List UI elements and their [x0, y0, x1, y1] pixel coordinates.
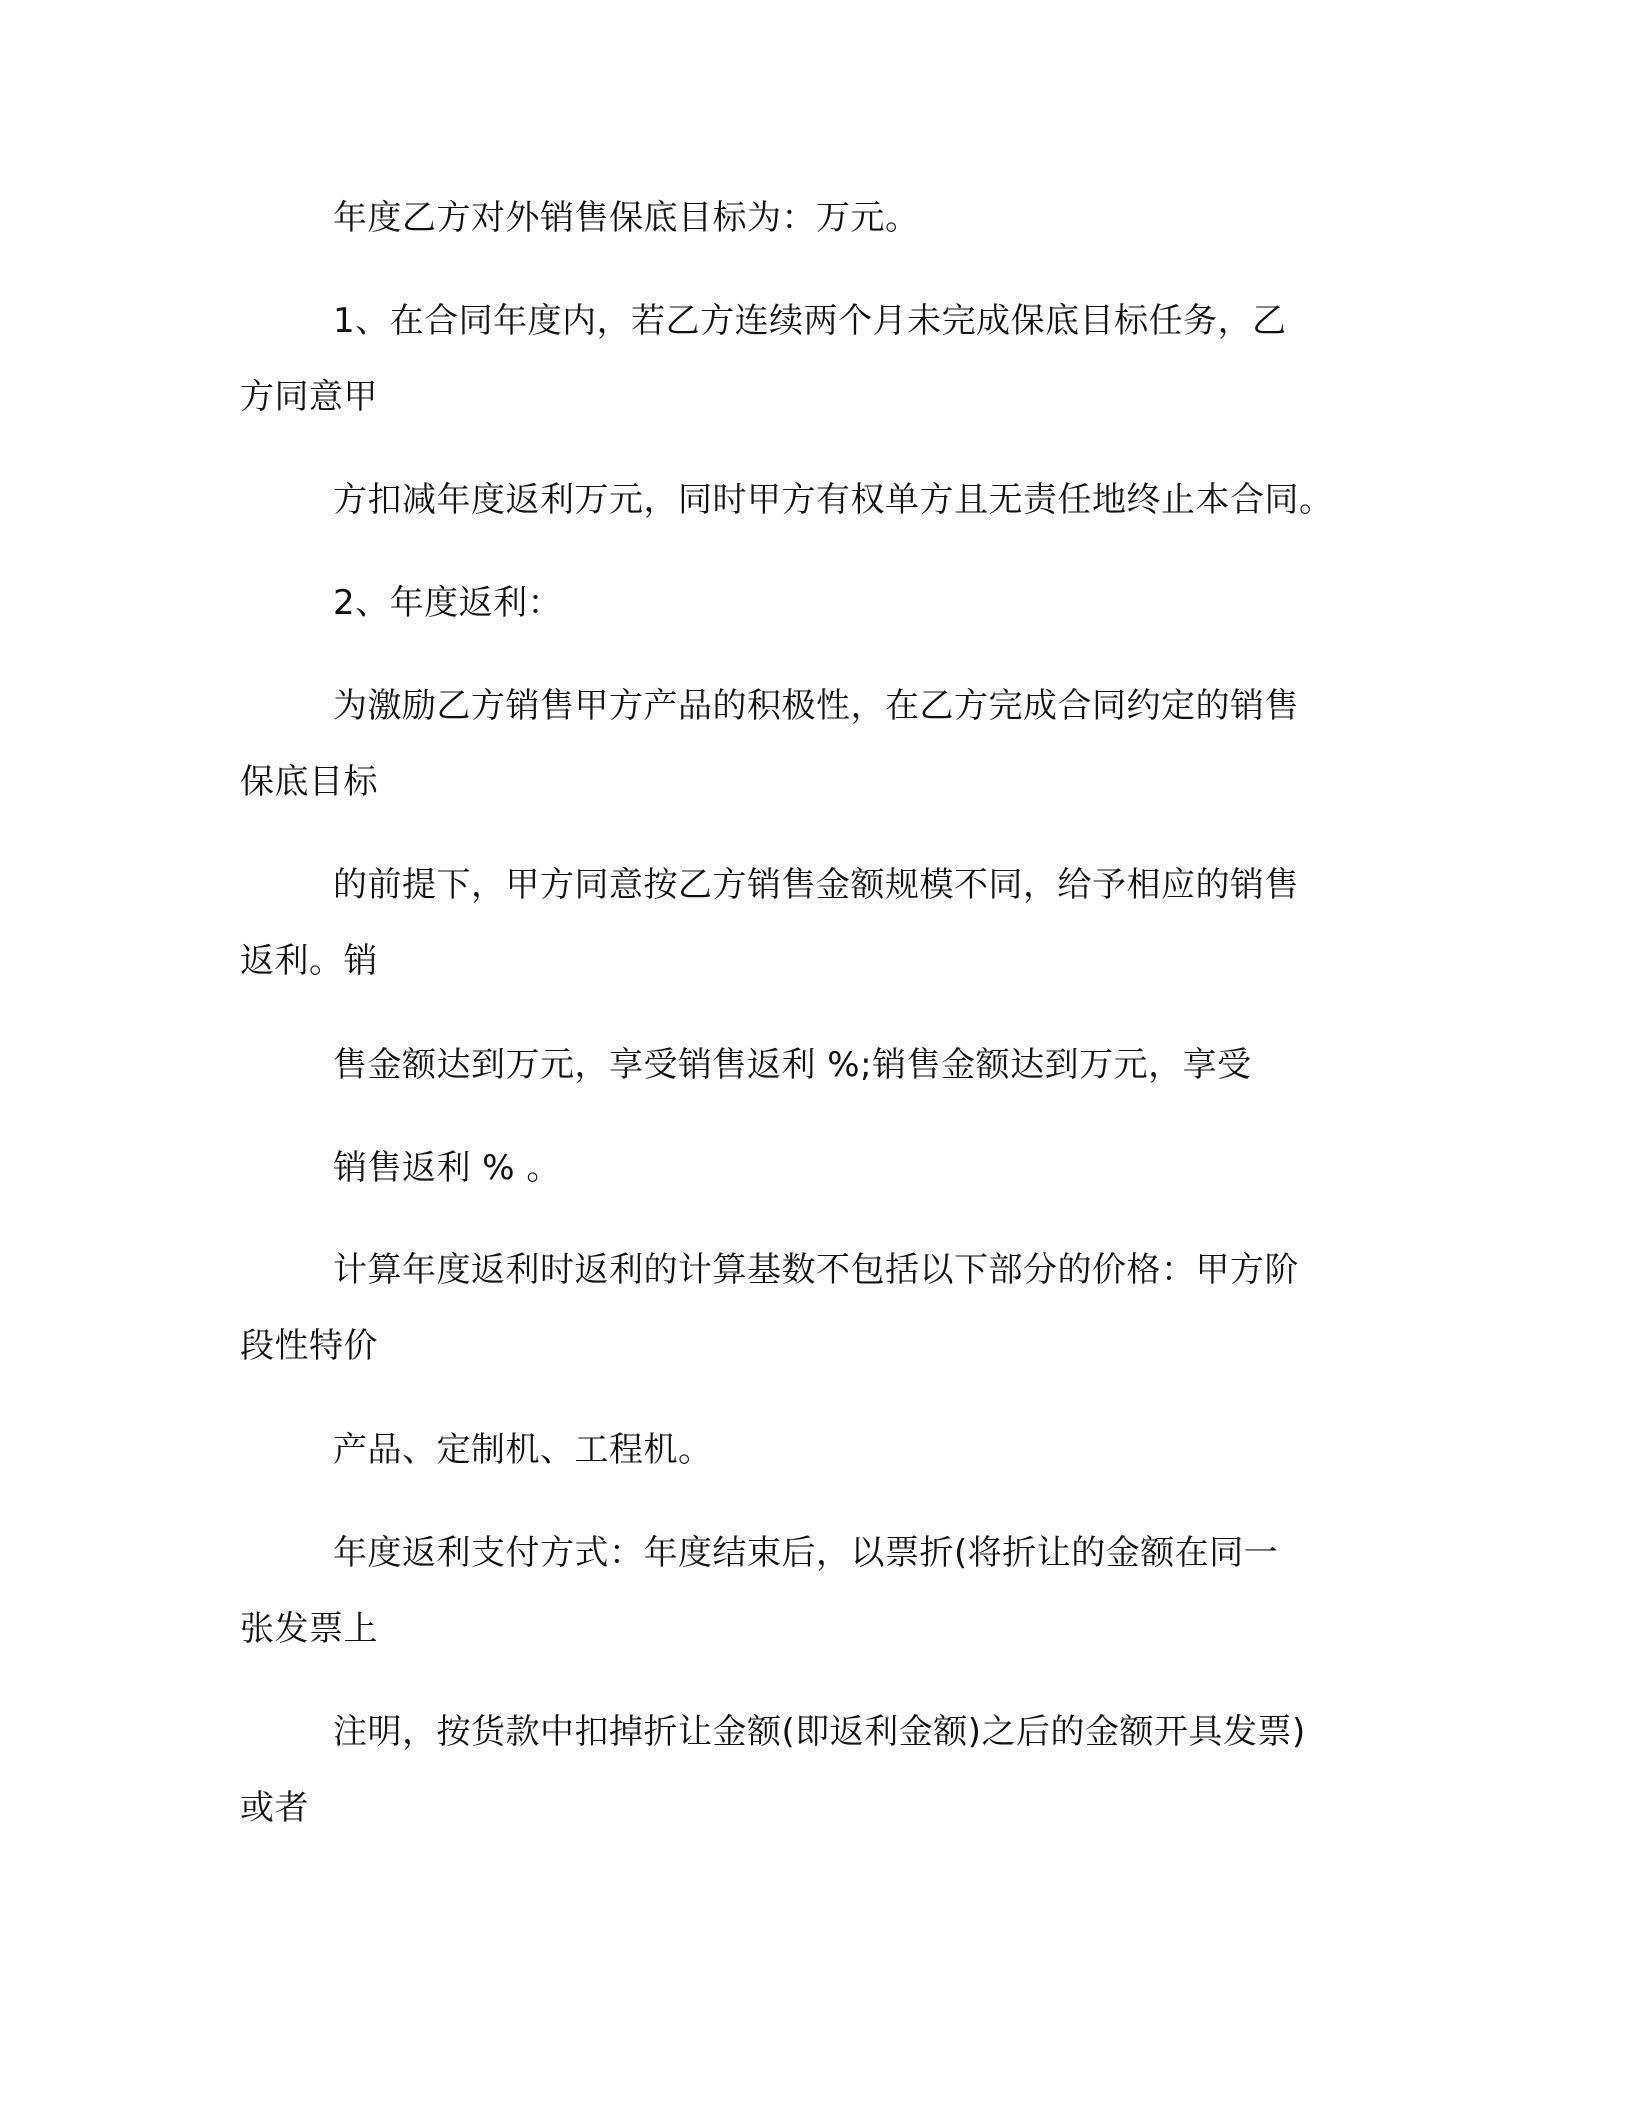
text-line: 的前提下，甲方同意按乙方销售金额规模不同，给予相应的销售 [333, 865, 1299, 905]
text-line: 段性特价 [240, 1326, 378, 1366]
text-line: 张发票上 [240, 1609, 378, 1649]
text-line: 2、年度返利： [333, 583, 563, 623]
text-line: 计算年度返利时返利的计算基数不包括以下部分的价格：甲方阶 [333, 1250, 1299, 1290]
text-line: 注明，按货款中扣掉折让金额(即返利金额)之后的金额开具发票) [333, 1712, 1306, 1752]
text-line: 方扣减年度返利万元，同时甲方有权单方且无责任地终止本合同。 [333, 480, 1334, 520]
text-line: 方同意甲 [240, 377, 378, 417]
text-line: 售金额达到万元，享受销售返利 %;销售金额达到万元，享受 [333, 1045, 1252, 1085]
text-line: 或者 [240, 1788, 309, 1828]
text-line: 保底目标 [240, 762, 378, 802]
text-line: 销售返利 % 。 [333, 1148, 561, 1188]
text-line: 年度返利支付方式：年度结束后，以票折(将折让的金额在同一 [333, 1533, 1279, 1573]
text-line: 返利。销 [240, 941, 378, 981]
text-line: 1、在合同年度内，若乙方连续两个月未完成保底目标任务，乙 [333, 301, 1287, 341]
text-line: 年度乙方对外销售保底目标为：万元。 [333, 198, 920, 238]
text-line: 产品、定制机、工程机。 [333, 1430, 713, 1470]
text-line: 为激励乙方销售甲方产品的积极性，在乙方完成合同约定的销售 [333, 686, 1299, 726]
